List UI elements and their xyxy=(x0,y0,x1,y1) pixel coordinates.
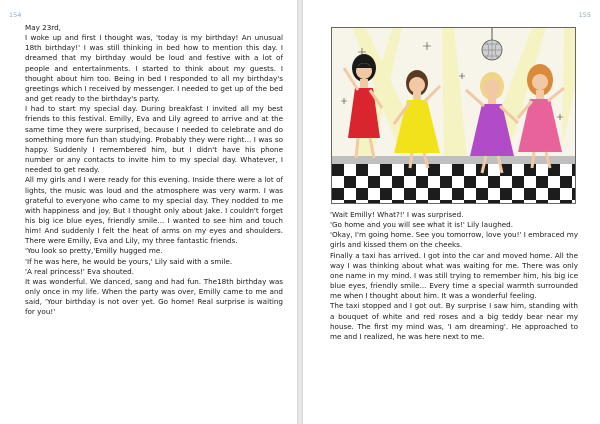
floor-tile xyxy=(500,188,512,200)
floor-tile xyxy=(536,176,548,188)
floor-tile xyxy=(356,188,368,200)
paragraph: I woke up and first I thought was, 'today is my birthday! An unusual 18th birthday!' I was still thinking in bed how to mention this day. I dreamed that my birthday would be loud and festive with a lot of people and entertainments. I started to think about my guests. I thought about him too. Being in bed I responded to all my birthday's greetings which I received by messenger. I needed to get up of the bed and get ready to the birthday's party. xyxy=(25,33,283,104)
floor-tile xyxy=(464,176,476,188)
floor-tile xyxy=(428,164,440,176)
left-page xyxy=(0,0,298,424)
floor-tile xyxy=(440,188,452,200)
floor-tile xyxy=(368,200,380,203)
floor-tile xyxy=(332,176,344,188)
floor-tile xyxy=(488,176,500,188)
paragraph: Finally a taxi has arrived. I got into the car and moved home. All the way I was thinking about what was waiting for me. There was only one name in my mind. I was still trying to remember him, his big ice blue eyes, friendly smile... Every time a special warmth surrounded me when I thought about him. It was a wonderful feeling. xyxy=(330,250,578,301)
floor-tile xyxy=(416,188,428,200)
floor-tile xyxy=(548,188,560,200)
floor-tile xyxy=(536,164,548,176)
floor-tile xyxy=(536,200,548,203)
floor-tile xyxy=(476,176,488,188)
floor-tile xyxy=(380,200,392,203)
floor-tile xyxy=(428,200,440,203)
paragraph: 'Go home and you will see what it is!' Lily laughed. xyxy=(330,220,514,230)
floor-tile xyxy=(488,164,500,176)
floor-tile xyxy=(512,176,524,188)
floor-tile xyxy=(572,164,575,176)
floor-tile xyxy=(332,164,344,176)
paragraph: 'If he was here, he would be yours,' Lily said with a smile. xyxy=(25,256,233,266)
paragraph: 'Okay, I'm going home. See you tomorrow, love you!' I embraced my girls and kissed them on the cheeks. xyxy=(330,230,578,250)
floor-tile xyxy=(428,188,440,200)
floor-tile xyxy=(380,176,392,188)
checkered-floor xyxy=(332,164,575,203)
floor-tile xyxy=(548,176,560,188)
floor-tile xyxy=(572,200,575,203)
paragraph: The taxi stopped and I got out. By surprise I saw him, standing with a bouquet of white and red roses and a big teddy bear near my house. The first my mind was, 'I am dreaming'. He approached to me and I realized, he was here next to me. xyxy=(330,301,578,341)
floor-tile xyxy=(344,176,356,188)
floor-tile xyxy=(476,188,488,200)
floor-tile xyxy=(500,176,512,188)
floor-tile xyxy=(464,164,476,176)
left-page-text xyxy=(25,23,283,318)
floor-tile xyxy=(572,188,575,200)
floor-tile xyxy=(380,188,392,200)
floor-tile xyxy=(332,200,344,203)
floor-tile xyxy=(392,176,404,188)
floor-tile xyxy=(416,176,428,188)
floor-tile xyxy=(548,200,560,203)
floor-tile xyxy=(344,200,356,203)
floor-tile xyxy=(416,200,428,203)
floor-tile xyxy=(380,164,392,176)
paragraph: 'Wait Emilly! What?!' I was surprised. xyxy=(330,210,464,219)
stage-edge xyxy=(332,156,575,164)
floor-tile xyxy=(476,200,488,203)
paragraph: All my girls and I were ready for this evening. Inside there were a lot of lights, the music was loud and the atmosphere was very warm. I was grateful to everyone who came to my special day. They nodded to me with happiness and joy. But I thought only about Jake. I couldn't forget his big ice blue eyes, friendly smile... I wanted to see him and touch him! And suddenly I felt the heat of arms on my eyes and shoulders. There were Emilly, Eva and Lily, my three fantastic friends. xyxy=(25,175,283,246)
floor-tile xyxy=(512,188,524,200)
floor-tile xyxy=(356,200,368,203)
floor-tile xyxy=(392,188,404,200)
floor-tile xyxy=(368,188,380,200)
floor-tile xyxy=(464,200,476,203)
floor-tile xyxy=(368,164,380,176)
floor-tile xyxy=(560,164,572,176)
party-illustration xyxy=(331,27,576,204)
right-page-text xyxy=(330,210,578,342)
paragraph: 'A real princess!' Eva shouted. xyxy=(25,266,134,276)
floor-tile xyxy=(452,164,464,176)
floor-tile xyxy=(356,176,368,188)
floor-tile xyxy=(452,188,464,200)
floor-tile xyxy=(440,176,452,188)
floor-tile xyxy=(404,200,416,203)
floor-tile xyxy=(500,200,512,203)
floor-tile xyxy=(524,176,536,188)
floor-tile xyxy=(356,164,368,176)
floor-tile xyxy=(440,200,452,203)
floor-tile xyxy=(560,188,572,200)
floor-tile xyxy=(464,188,476,200)
floor-tile xyxy=(488,188,500,200)
floor-tile xyxy=(512,200,524,203)
floor-tile xyxy=(392,164,404,176)
floor-tile xyxy=(344,164,356,176)
page-number-left: 154 xyxy=(9,11,22,19)
floor-tile xyxy=(560,200,572,203)
paragraph: 'You look so pretty,'Emilly hugged me. xyxy=(25,246,163,256)
floor-tile xyxy=(488,200,500,203)
floor-tile xyxy=(452,176,464,188)
floor-tile xyxy=(404,176,416,188)
floor-tile xyxy=(428,176,440,188)
floor-tile xyxy=(536,188,548,200)
floor-tile xyxy=(560,176,572,188)
floor-tile xyxy=(344,188,356,200)
floor-tile xyxy=(368,176,380,188)
right-page xyxy=(302,0,600,424)
floor-tile xyxy=(512,164,524,176)
floor-tile xyxy=(440,164,452,176)
floor-tile xyxy=(524,164,536,176)
floor-tile xyxy=(524,188,536,200)
page-number-right: 155 xyxy=(578,11,591,19)
floor-tile xyxy=(452,200,464,203)
paragraph: May 23rd, xyxy=(25,23,61,32)
floor-tile xyxy=(524,200,536,203)
floor-tile xyxy=(332,188,344,200)
floor-tile xyxy=(572,176,575,188)
paragraph: It was wonderful. We danced, sang and had fun. The18th birthday was only once in my life. When the party was over, Emilly came to me and said, 'Your birthday is not over yet. Go home! Real surprise is waiting for you!' xyxy=(25,276,283,317)
floor-tile xyxy=(392,200,404,203)
floor-tile xyxy=(404,188,416,200)
paragraph: I had to start my special day. During breakfast I invited all my best friends to this festival. Emilly, Eva and Lily agreed to arrive and at the same time they were surprised, because I needed to celebrate and do something more fun than studying. Probably they were right... I was so happy. Suddenly I remembered him, but I didn't have his phone number or any contacts to invite him to my special day. Whatever, I needed to get ready. xyxy=(25,104,283,175)
